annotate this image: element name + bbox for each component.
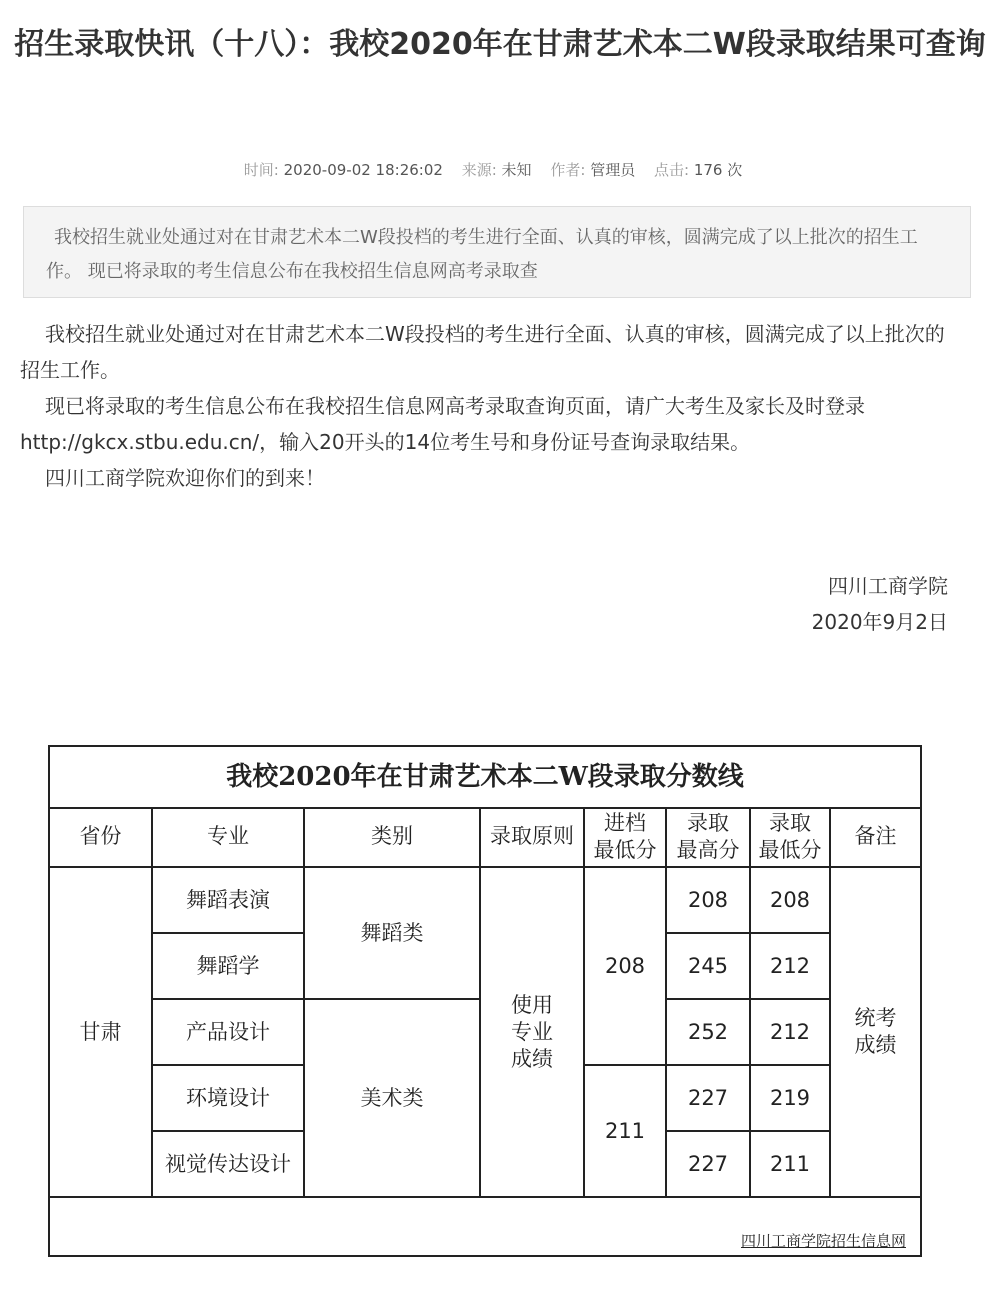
min-score-cell: 212 xyxy=(750,933,830,999)
clicks-value: 176 次 xyxy=(693,161,743,179)
min-score-cell: 219 xyxy=(750,1065,830,1131)
table-credit: 四川工商学院招生信息网 xyxy=(740,1232,906,1250)
max-score-cell: 227 xyxy=(666,1131,750,1197)
header-principle: 录取原则 xyxy=(480,807,584,867)
header-min-file: 进档 最低分 xyxy=(584,807,666,867)
principle-cell: 使用 专业 成绩 xyxy=(480,867,584,1197)
max-score-cell: 227 xyxy=(666,1065,750,1131)
time-label: 时间: xyxy=(243,161,279,179)
header-category: 类别 xyxy=(304,807,480,867)
signature-date: 2020年9月2日 xyxy=(811,610,948,634)
signature-org: 四川工商学院 xyxy=(828,574,948,598)
author-value: 管理员 xyxy=(590,161,636,179)
file-score-art: 211 xyxy=(584,1065,666,1197)
header-major: 专业 xyxy=(152,807,304,867)
article-body xyxy=(20,316,950,496)
header-min-admit: 录取 最低分 xyxy=(750,807,830,867)
score-table xyxy=(50,807,920,1198)
paragraph-1: 我校招生就业处通过对在甘肃艺术本二W段投档的考生进行全面、认真的审核，圆满完成了以上批次的招生工作。 xyxy=(20,322,945,382)
publish-time: 2020-09-02 18:26:02 xyxy=(283,161,443,179)
paragraph-2: 现已将录取的考生信息公布在我校招生信息网高考录取查询页面，请广大考生及家长及时登录http://gkcx.stbu.edu.cn/，输入20开头的14位考生号和身份证号查询录取结果。 xyxy=(20,394,865,454)
header-row xyxy=(50,807,920,867)
max-score-cell: 208 xyxy=(666,867,750,933)
major-cell: 视觉传达设计 xyxy=(152,1131,304,1197)
min-score-cell: 212 xyxy=(750,999,830,1065)
major-cell: 舞蹈学 xyxy=(152,933,304,999)
author-label: 作者: xyxy=(550,161,586,179)
table-row xyxy=(50,867,920,933)
file-score-dance: 208 xyxy=(584,867,666,1065)
source-value: 未知 xyxy=(501,161,532,179)
paragraph-3: 四川工商学院欢迎你们的到来！ xyxy=(45,466,325,490)
max-score-cell: 252 xyxy=(666,999,750,1065)
max-score-cell: 245 xyxy=(666,933,750,999)
header-note: 备注 xyxy=(830,807,920,867)
min-score-cell: 211 xyxy=(750,1131,830,1197)
province-cell: 甘肃 xyxy=(50,867,152,1197)
source-label: 来源: xyxy=(461,161,497,179)
signature xyxy=(812,568,948,640)
article-meta xyxy=(0,158,1000,182)
min-score-cell: 208 xyxy=(750,867,830,933)
category-art: 美术类 xyxy=(304,999,480,1197)
score-table-image xyxy=(48,745,922,1257)
article-summary: 我校招生就业处通过对在甘肃艺术本二W段投档的考生进行全面、认真的审核，圆满完成了以上批次的招生工作。 现已将录取的考生信息公布在我校招生信息网高考录取查 xyxy=(23,206,971,298)
header-province: 省份 xyxy=(50,807,152,867)
category-dance: 舞蹈类 xyxy=(304,867,480,999)
major-cell: 环境设计 xyxy=(152,1065,304,1131)
major-cell: 产品设计 xyxy=(152,999,304,1065)
header-max-admit: 录取 最高分 xyxy=(666,807,750,867)
table-footer xyxy=(50,1199,920,1255)
score-table-title: 我校2020年在甘肃艺术本二W段录取分数线 xyxy=(50,747,920,809)
clicks-label: 点击: xyxy=(653,161,690,179)
article-title: 招生录取快讯（十八）：我校2020年在甘肃艺术本二W段录取结果可查询 xyxy=(14,27,986,62)
note-cell: 统考 成绩 xyxy=(830,867,920,1197)
major-cell: 舞蹈表演 xyxy=(152,867,304,933)
